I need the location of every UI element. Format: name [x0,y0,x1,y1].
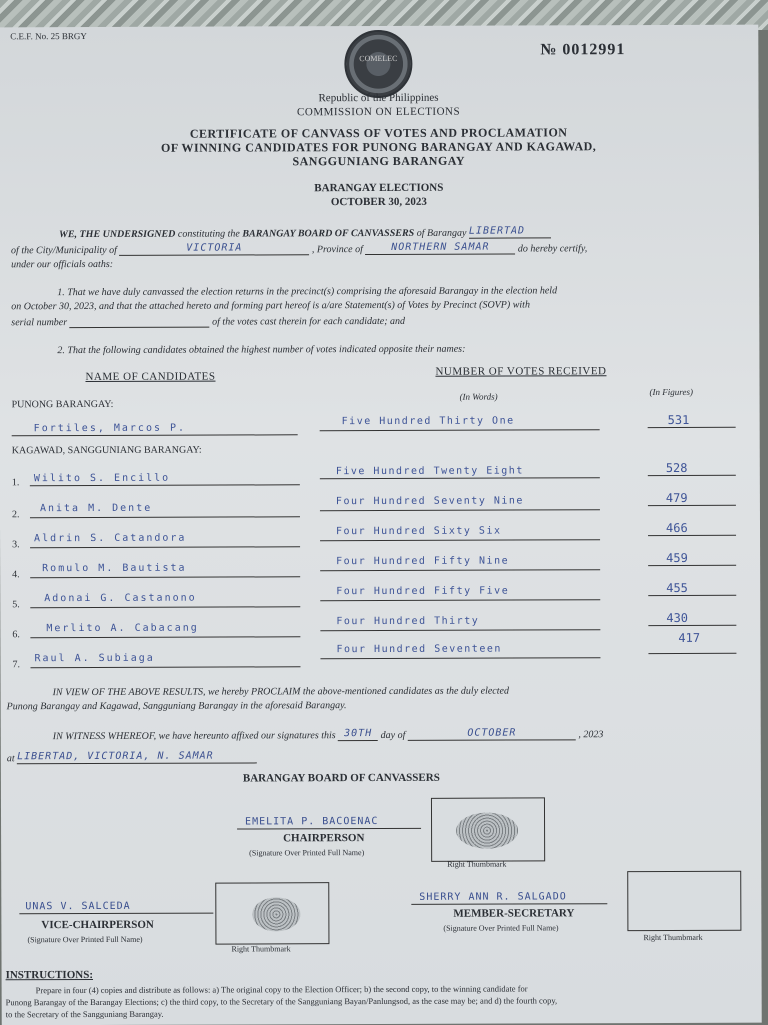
sec-sig-caption: (Signature Over Printed Full Name) [443,923,559,933]
intro-line-2 [11,241,587,256]
kagawad-4-figures: 459 [666,550,688,566]
witness-at-line [7,750,257,764]
kagawad-1-figures: 528 [665,460,688,476]
kagawad-7-figures: 417 [678,630,701,645]
witness-at: at [6,753,15,765]
kagawad-3-name: Aldrin S. Catandora [34,532,187,545]
serial-number [540,41,625,59]
para1-line-3 [11,314,405,328]
vice-thumb-caption: Right Thumbmark [231,944,291,954]
intro-constituting: constituting the [177,228,240,240]
kagawad-label: KAGAWAD, SANGGUNIANG BARANGAY: [11,444,202,457]
city-value: VICTORIA [186,242,243,254]
serial-value: 0012991 [562,41,626,59]
punong-figures: 531 [667,412,690,427]
kagawad-4-name: Romulo M. Bautista [42,562,187,575]
republic-line: Republic of the Philippines [318,91,439,105]
thumbprint-icon [252,897,300,931]
instructions-line-2: Punong Barangay of the Barangay Elections; c) the third copy, to the Secretary of the Sangguniang Bayan/Panlungsod, as the case may be; and d) the fourth copy, [5,995,558,1008]
kagawad-7-no: 7. [12,659,21,671]
sec-title: MEMBER-SECRETARY [453,907,575,920]
kagawad-2-figures: 479 [665,490,688,506]
witness-day-of: day of [380,729,406,741]
certificate-document [0,25,762,1025]
kagawad-4-no: 4. [12,569,20,581]
kagawad-7-words: Four Hundred Seventeen [336,643,502,656]
witness-line [53,727,604,742]
para2: 2. That the following candidates obtained the highest number of votes indicated opposite their names: [57,343,466,357]
kagawad-3-no: 3. [12,539,20,551]
instructions-line-3: to the Secretary of the Sangguniang Barangay. [5,1008,164,1020]
proclaim-line-1: IN VIEW OF THE ABOVE RESULTS, we hereby PROCLAIM the above-mentioned candidates as the duly elected [52,685,509,699]
title-line-3: SANGGUNIANG BARANGAY [292,153,466,169]
title-line-1: CERTIFICATE OF CANVASS OF VOTES AND PROCLAMATION [189,125,568,141]
sec-thumbmark-box [627,871,741,931]
para1-line-1: 1. That we have duly canvassed the election returns in the precinct(s) comprising the aforesaid Barangay in the election held [57,285,558,299]
instructions-heading: INSTRUCTIONS: [5,969,94,982]
punong-name: Fortiles, Marcos P. [33,422,187,435]
barangay-value: LIBERTAD [468,225,526,237]
witness-year: , 2023 [578,729,604,741]
kagawad-7-name: Raul A. Subiaga [34,652,155,665]
chair-name: EMELITA P. BACOENAC [245,816,379,828]
kagawad-6-figures: 430 [666,610,689,626]
vice-name: UNAS V. SALCEDA [25,900,131,913]
chair-title: CHAIRPERSON [283,832,365,845]
witness-place: LIBERTAD, VICTORIA, N. SAMAR [17,750,214,763]
witness-day: 30TH [344,728,373,740]
serial-prefix: № [540,41,558,59]
kagawad-2-no: 2. [11,509,20,521]
form-code: C.E.F. No. 25 BRGY [10,31,87,42]
seal-text: COMELEC [359,53,398,64]
intro-province-label: , Province of [311,244,363,256]
title-line-2: OF WINNING CANDIDATES FOR PUNONG BARANGAY AND KAGAWAD, [161,139,597,155]
election-name: BARANGAY ELECTIONS [314,181,444,195]
kagawad-3-figures: 466 [665,520,688,536]
kagawad-1-no: 1. [11,477,20,489]
thumbprint-icon [456,813,518,849]
kagawad-6-no: 6. [12,629,20,641]
vice-sig-caption: (Signature Over Printed Full Name) [27,934,143,945]
witness-text: IN WITNESS WHEREOF, we have hereunto affixed our signatures this [52,730,336,743]
names-column-header: NAME OF CANDIDATES [85,370,216,384]
province-value: NORTHERN SAMAR [391,241,490,253]
sec-name: SHERRY ANN R. SALGADO [419,891,567,903]
board-title: BARANGAY BOARD OF CANVASSERS [242,771,440,785]
kagawad-5-name: Adonai G. Castanono [44,592,197,605]
in-figures-header: (In Figures) [649,386,693,398]
intro-board: BARANGAY BOARD OF CANVASSERS [242,227,415,240]
kagawad-3-words: Four Hundred Sixty Six [336,525,502,538]
comelec-seal-icon [344,30,412,98]
para1-rest: of the votes cast therein for each candidate; and [212,315,406,328]
kagawad-2-name: Anita M. Dente [39,502,153,515]
kagawad-2-words: Four Hundred Seventy Nine [335,495,524,508]
kagawad-5-figures: 455 [666,580,688,596]
kagawad-5-no: 5. [12,599,20,611]
punong-label: PUNONG BARANGAY: [11,398,114,411]
kagawad-1-words: Five Hundred Twenty Eight [335,465,524,478]
serial-number-blank [70,315,210,328]
kagawad-5-words: Four Hundred Fifty Five [336,585,510,598]
kagawad-6-words: Four Hundred Thirty [336,615,480,628]
election-date: OCTOBER 30, 2023 [330,195,427,209]
para1-line-2: on October 30, 2023, and that the attached hereto and forming part hereof is a/are Statement(s) of Votes by Precinct (SOVP) with [11,299,530,313]
intro-certify: do hereby certify, [517,243,588,255]
chair-sig-caption: (Signature Over Printed Full Name) [249,848,365,858]
witness-month: OCTOBER [467,727,517,739]
intro-of-barangay: of Barangay [416,227,467,239]
proclaim-line-2: Punong Barangay and Kagawad, Sangguniang Barangay in the aforesaid Barangay. [6,700,347,713]
intro-oaths: under our officials oaths: [11,258,114,271]
intro-of-city: of the City/Municipality of [11,244,117,257]
vice-title: VICE-CHAIRPERSON [41,918,154,932]
punong-words: Five Hundred Thirty One [341,415,515,428]
sec-thumb-caption: Right Thumbmark [643,932,703,943]
vice-thumbmark-box [215,882,329,944]
intro-we: WE, THE UNDERSIGNED [58,228,176,241]
chair-thumbmark-box [431,797,545,861]
in-words-header: (In Words) [459,391,498,402]
instructions-line-1: Prepare in four (4) copies and distribute as follows: a) The original copy to the Election Officer; b) the second copy, to the winning candidate for [35,983,528,996]
para1-serial-label: serial number [11,317,68,329]
votes-column-header: NUMBER OF VOTES RECEIVED [435,365,607,378]
kagawad-6-name: Merlito A. Cabacang [46,622,199,635]
kagawad-1-name: Wilito S. Encillo [33,472,171,485]
commission-line: COMMISSION ON ELECTIONS [297,105,461,119]
kagawad-4-words: Four Hundred Fifty Nine [336,555,510,568]
intro-line-1 [59,225,551,240]
chair-thumb-caption: Right Thumbmark [447,859,507,869]
